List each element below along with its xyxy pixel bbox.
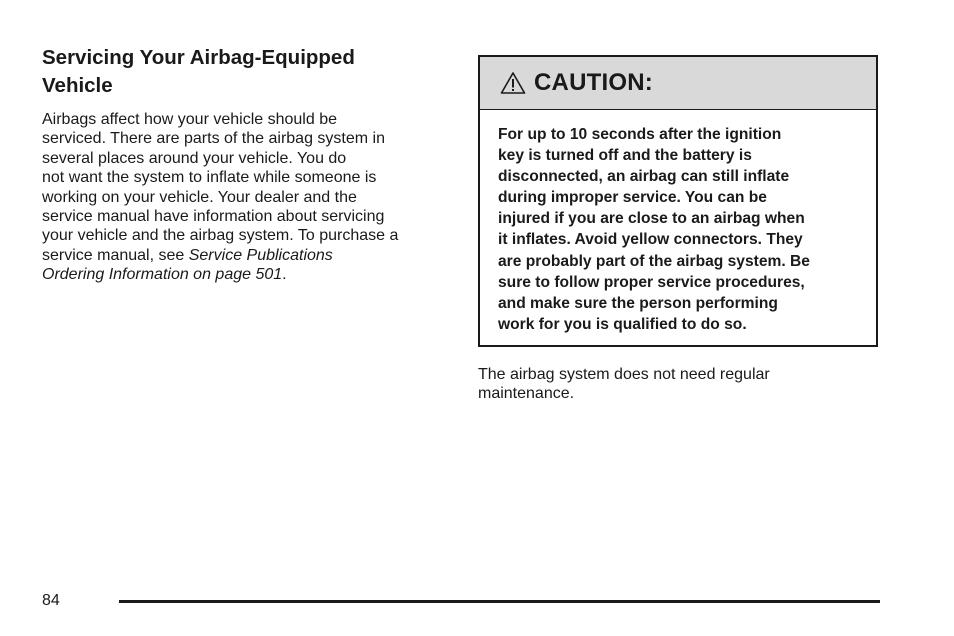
caution-line-4: during improper service. You can be — [498, 189, 767, 207]
caution-box — [478, 55, 878, 347]
caution-body — [480, 110, 876, 335]
section-heading-line-1: Servicing Your Airbag-Equipped — [42, 46, 355, 69]
section-body — [42, 110, 452, 285]
body-line-2: serviced. There are parts of the airbag system in — [42, 130, 385, 148]
left-column — [42, 44, 452, 285]
caution-line-10: work for you is qualified to do so. — [498, 315, 747, 333]
body-line-5: working on your vehicle. Your dealer and the — [42, 188, 357, 206]
caution-line-3: disconnected, an airbag can still inflate — [498, 168, 790, 186]
caution-line-7: are probably part of the airbag system. Be — [498, 252, 810, 270]
body-line-8 — [42, 246, 452, 265]
ordering-information-link[interactable]: Ordering Information on page 501 — [42, 266, 283, 284]
body-line-4: not want the system to inflate while someone is — [42, 169, 377, 187]
caution-title: CAUTION: — [534, 69, 653, 96]
note-line-2: maintenance. — [478, 385, 575, 403]
body-line-9 — [42, 265, 452, 284]
page-number: 84 — [42, 592, 60, 609]
section-heading — [42, 44, 452, 100]
warning-triangle-icon — [500, 71, 526, 95]
maintenance-note — [478, 365, 878, 404]
caution-line-1: For up to 10 seconds after the ignition — [498, 126, 782, 143]
body-line-6: service manual have information about servicing — [42, 208, 385, 226]
caution-line-5: injured if you are close to an airbag when — [498, 210, 805, 228]
caution-line-6: it inflates. Avoid yellow connectors. They — [498, 231, 803, 249]
caution-header — [480, 57, 876, 110]
body-line-3: several places around your vehicle. You do — [42, 149, 347, 167]
reference-suffix: . — [282, 266, 287, 284]
body-line-8-prefix: service manual, see — [42, 246, 189, 264]
note-line-1: The airbag system does not need regular — [478, 366, 770, 383]
section-heading-line-2: Vehicle — [42, 74, 113, 97]
caution-line-9: and make sure the person performing — [498, 294, 778, 312]
footer-rule — [119, 600, 880, 603]
caution-line-2: key is turned off and the battery is — [498, 147, 752, 165]
body-line-1: Airbags affect how your vehicle should be — [42, 111, 337, 128]
body-line-7: your vehicle and the airbag system. To purchase a — [42, 227, 399, 245]
caution-line-8: sure to follow proper service procedures, — [498, 273, 805, 291]
service-publications-link[interactable]: Service Publications — [188, 246, 333, 264]
